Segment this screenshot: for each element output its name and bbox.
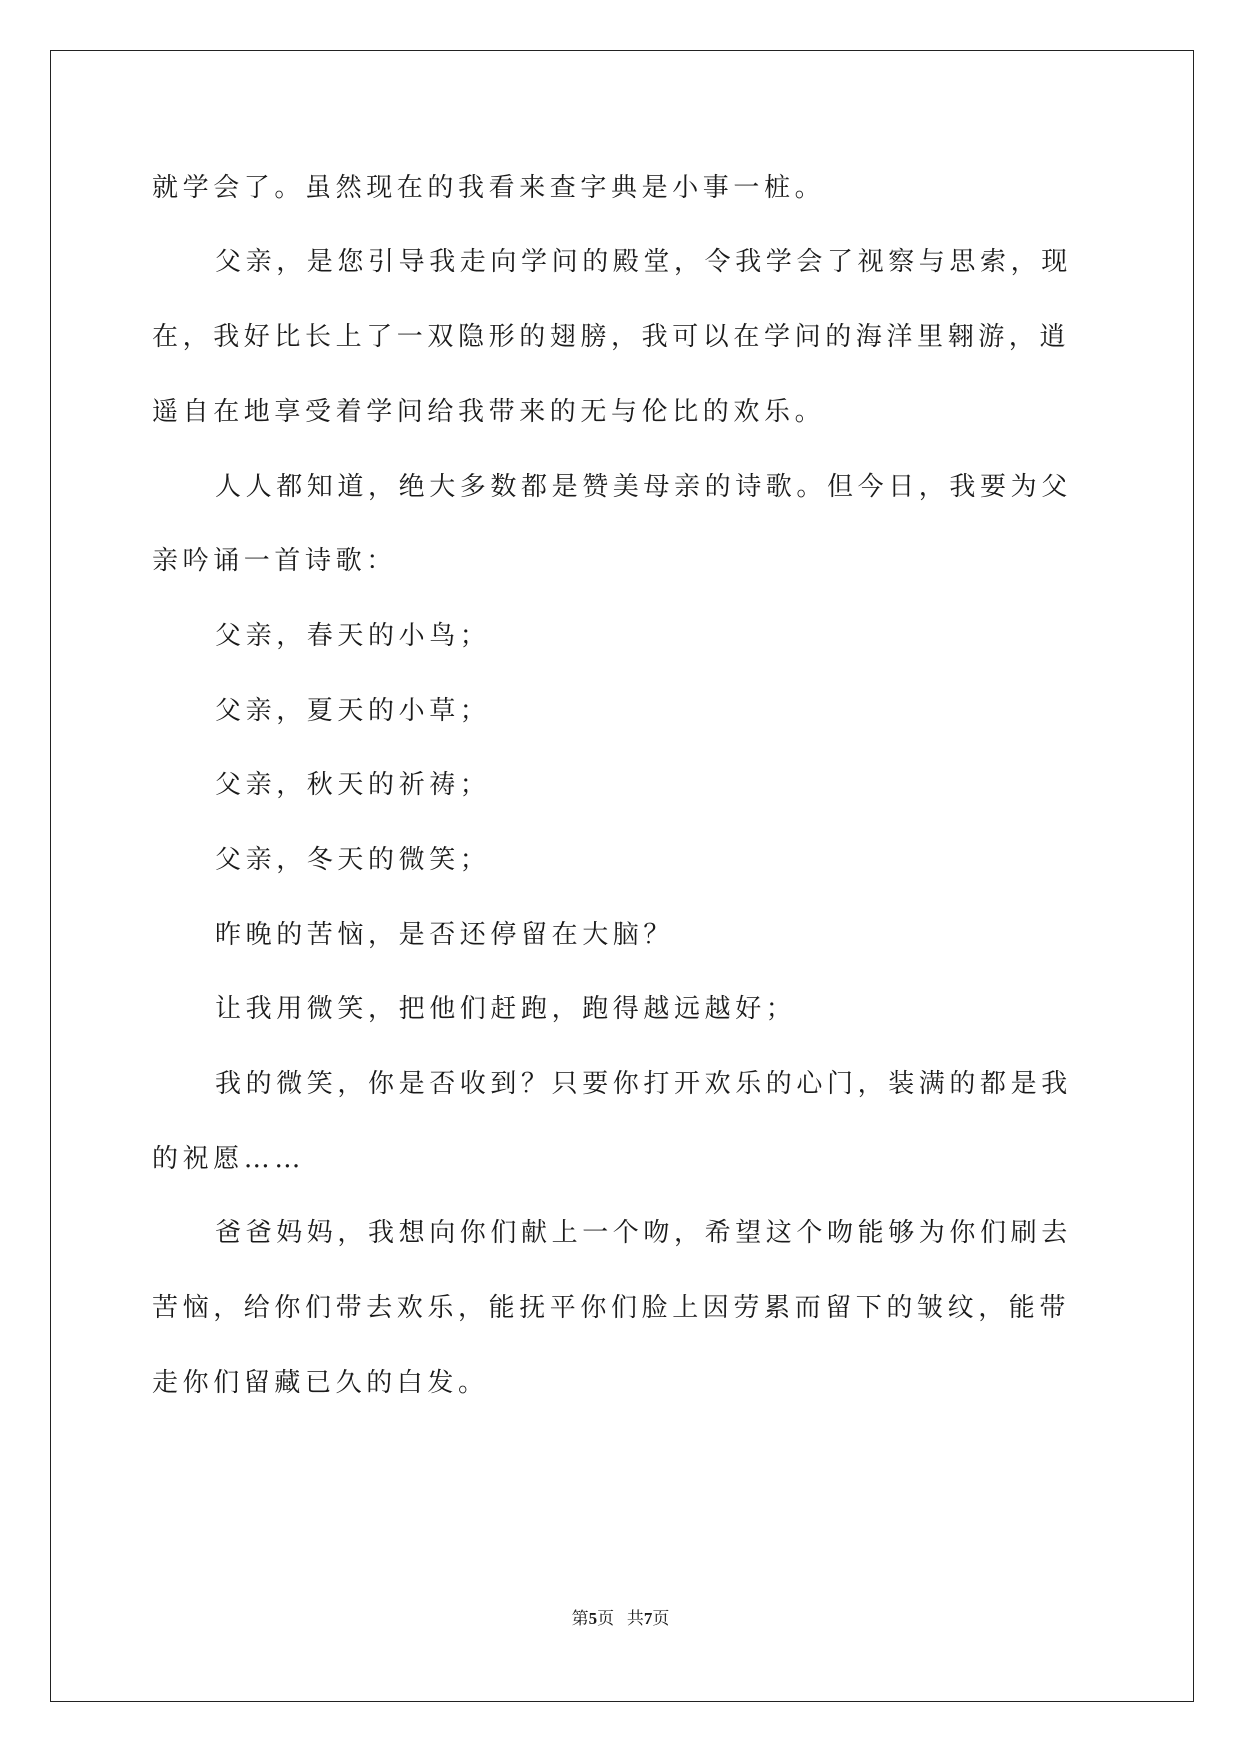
text-line: 我的微笑，你是否收到？只要你打开欢乐的心门，装满的都是我	[215, 1069, 1072, 1099]
text-line: 的祝愿……	[152, 1144, 306, 1174]
text-line: 父亲，秋天的祈祷；	[215, 770, 491, 800]
footer-prefix: 第	[571, 1609, 589, 1628]
total-pages-number: 7	[643, 1609, 653, 1628]
footer-middle: 页 共	[597, 1609, 644, 1628]
text-line: 父亲，春天的小鸟；	[215, 621, 491, 651]
text-line: 昨晚的苦恼，是否还停留在大脑？	[215, 920, 675, 950]
page-footer	[0, 1608, 1241, 1630]
current-page-number: 5	[588, 1609, 598, 1628]
text-line: 让我用微笑，把他们赶跑，跑得越远越好；	[215, 994, 797, 1024]
text-line: 父亲，冬天的微笑；	[215, 845, 491, 875]
text-line: 人人都知道，绝大多数都是赞美母亲的诗歌。但今日，我要为父	[215, 472, 1072, 502]
text-line: 爸爸妈妈，我想向你们献上一个吻，希望这个吻能够为你们刷去	[215, 1218, 1072, 1248]
text-line: 亲吟诵一首诗歌：	[152, 546, 397, 576]
text-line: 走你们留藏已久的白发。	[152, 1368, 489, 1398]
text-line: 父亲，夏天的小草；	[215, 696, 491, 726]
text-line: 父亲，是您引导我走向学问的殿堂，令我学会了视察与思索，现	[215, 247, 1072, 277]
text-line: 就学会了。虽然现在的我看来查字典是小事一桩。	[152, 173, 826, 203]
text-line: 在，我好比长上了一双隐形的翅膀，我可以在学问的海洋里翱游，逍	[152, 322, 1071, 352]
text-line: 遥自在地享受着学问给我带来的无与伦比的欢乐。	[152, 397, 826, 427]
footer-suffix: 页	[652, 1609, 670, 1628]
text-line: 苦恼，给你们带去欢乐，能抚平你们脸上因劳累而留下的皱纹，能带	[152, 1293, 1071, 1323]
